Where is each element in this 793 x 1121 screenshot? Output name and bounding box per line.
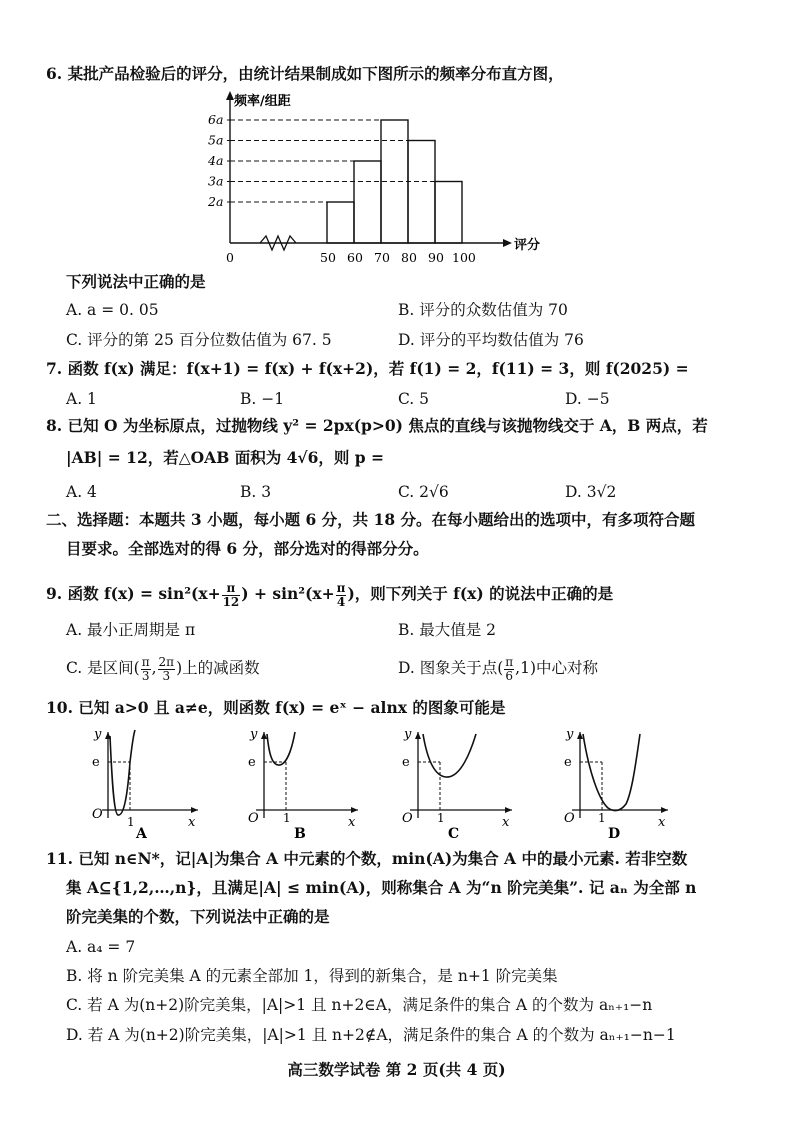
x-tick-label: 0 (226, 250, 234, 265)
q10-stem: 10. 已知 a>0 且 a≠e，则函数 f(x) = eˣ − alnx 的图象可能是 (46, 698, 506, 717)
q11-stem-line1: 11. 已知 n∈N*，记|A|为集合 A 中元素的个数，min(A)为集合 A 中的最小元素. 若非空数 (46, 849, 688, 868)
section2-heading-line2: 目要求。全部选对的得 6 分，部分选对的得部分分。 (66, 539, 429, 558)
graph-a-e-label: e (92, 755, 100, 770)
q10-graph-d (556, 722, 686, 842)
graph-a-x-label: x (188, 815, 196, 830)
y-tick-label: 3a (208, 173, 224, 189)
graph-a-origin-label: O (92, 807, 103, 822)
q7-option-b: B. −1 (240, 390, 285, 408)
q6-option-c: C. 评分的第 25 百分位数估值为 67. 5 (66, 331, 332, 349)
q11-stem-line2: 集 A⊆{1,2,…,n}，且满足|A| ≤ min(A)，则称集合 A 为“n 阶完美集”. 记 aₙ 为全部 n (66, 878, 697, 897)
graph-b-x-label: x (348, 815, 356, 830)
graph-b-origin-label: O (248, 811, 259, 826)
graph-d-choice-label: D (608, 826, 621, 842)
q8-option-c: C. 2√6 (398, 483, 449, 501)
y-tick-label: 2a (208, 194, 224, 209)
graph-d-origin-label: O (564, 811, 575, 826)
q7-option-a: A. 1 (66, 390, 97, 408)
q6-stem: 6. 某批产品检验后的评分，由统计结果制成如下图所示的频率分布直方图， (46, 64, 564, 83)
graph-c-e-label: e (402, 755, 410, 770)
q11-option-a: A. a₄ = 7 (66, 938, 136, 956)
q8-option-b: B. 3 (240, 483, 272, 501)
q8-stem-line2: |AB| = 12，若△OAB 面积为 4√6，则 p = (66, 448, 384, 467)
histogram-bar (354, 161, 381, 243)
y-tick-label: 6a (208, 112, 224, 127)
x-tick-label: 90 (428, 250, 444, 265)
y-axis-arrow (226, 91, 234, 100)
q10-graph-a (80, 722, 210, 842)
q7-option-c: C. 5 (398, 390, 430, 408)
graph-b-e-label: e (248, 755, 256, 770)
graph-a-one-label: 1 (127, 815, 135, 829)
graph-b-y-label: y (250, 727, 258, 742)
q7-stem: 7. 函数 f(x) 满足：f(x+1) = f(x) + f(x+2)，若 f(1) = 2，f(11) = 3，则 f(2025) = (46, 359, 689, 378)
x-tick-label: 80 (401, 250, 417, 265)
q9-option-c: C. 是区间( $\frac{\pi}{3}$ , $\frac{2\pi}{3}$ )上的减函数 (66, 654, 260, 683)
histogram-bar (408, 141, 435, 244)
q11-stem-line3: 阶完美集的个数，下列说法中正确的是 (66, 907, 330, 926)
q7-option-d: D. −5 (565, 390, 610, 408)
x-tick-label: 70 (374, 250, 390, 265)
graph-d-y-label: y (566, 727, 574, 742)
q8-option-a: A. 4 (66, 483, 97, 501)
q6-option-d: D. 评分的平均数估值为 76 (398, 331, 584, 349)
q6-option-a: A. a = 0. 05 (66, 301, 159, 319)
histogram-chart (120, 86, 560, 266)
q6-option-b: B. 评分的众数估值为 70 (398, 301, 568, 319)
graph-c-y-label: y (404, 727, 412, 742)
graph-c-x-label: x (502, 815, 510, 830)
x-axis-label: 评分 (514, 238, 541, 253)
graph-c-one-label: 1 (437, 811, 445, 825)
graph-b-one-label: 1 (283, 811, 291, 825)
q9-option-d: D. 图象关于点( $\frac{\pi}{6}$ ,1)中心对称 (398, 654, 599, 683)
q10-graph-c (394, 722, 524, 842)
graph-d-one-label: 1 (598, 811, 606, 825)
q8-option-d: D. 3√2 (565, 483, 617, 501)
y-tick-label: 5a (208, 132, 224, 148)
graph-c-choice-label: C (448, 826, 460, 842)
x-tick-label: 50 (320, 250, 336, 265)
q9-option-a: A. 最小正周期是 π (66, 621, 196, 639)
graph-a-y-label: y (94, 727, 102, 742)
q8-stem-line1: 8. 已知 O 为坐标原点，过抛物线 y² = 2px(p>0) 焦点的直线与该抛物线交于 A，B 两点，若 (46, 416, 708, 435)
x-axis-arrow (503, 239, 512, 247)
section2-heading-line1: 二、选择题：本题共 3 小题，每小题 6 分，共 18 分。在每小题给出的选项中，有多项符合题 (46, 510, 696, 529)
q9-option-b: B. 最大值是 2 (398, 621, 497, 639)
histogram-bar (435, 182, 462, 244)
histogram-bar (327, 202, 354, 243)
graph-a-choice-label: A (136, 826, 147, 842)
graph-d-x-label: x (658, 815, 666, 830)
y-tick-label: 4a (208, 153, 224, 168)
graph-d-e-label: e (564, 755, 572, 770)
q9-stem: 9. 函数 f(x) = sin²(x+ $\frac{\pi}{12}$ ) + sin²(x+ $\frac{\pi}{4}$ )，则下列关于 f(x) 的说法中正确的是 (46, 580, 614, 609)
q6-follow: 下列说法中正确的是 (66, 272, 206, 291)
x-tick-label: 100 (452, 250, 476, 265)
q10-graph-b (240, 722, 370, 842)
x-tick-label: 60 (347, 250, 363, 265)
graph-c-origin-label: O (402, 811, 413, 826)
page-footer: 高三数学试卷 第 2 页(共 4 页) (287, 1060, 506, 1079)
q11-option-b: B. 将 n 阶完美集 A 的元素全部加 1，得到的新集合，是 n+1 阶完美集 (66, 967, 558, 985)
y-axis-label: 频率/组距 (234, 94, 291, 109)
q11-option-d: D. 若 A 为(n+2)阶完美集，|A|>1 且 n+2∉A，满足条件的集合 A 的个数为 aₙ₊₁−n−1 (66, 1026, 676, 1044)
graph-b-choice-label: B (294, 826, 306, 842)
q11-option-c: C. 若 A 为(n+2)阶完美集，|A|>1 且 n+2∈A，满足条件的集合 A 的个数为 aₙ₊₁−n (66, 996, 653, 1014)
